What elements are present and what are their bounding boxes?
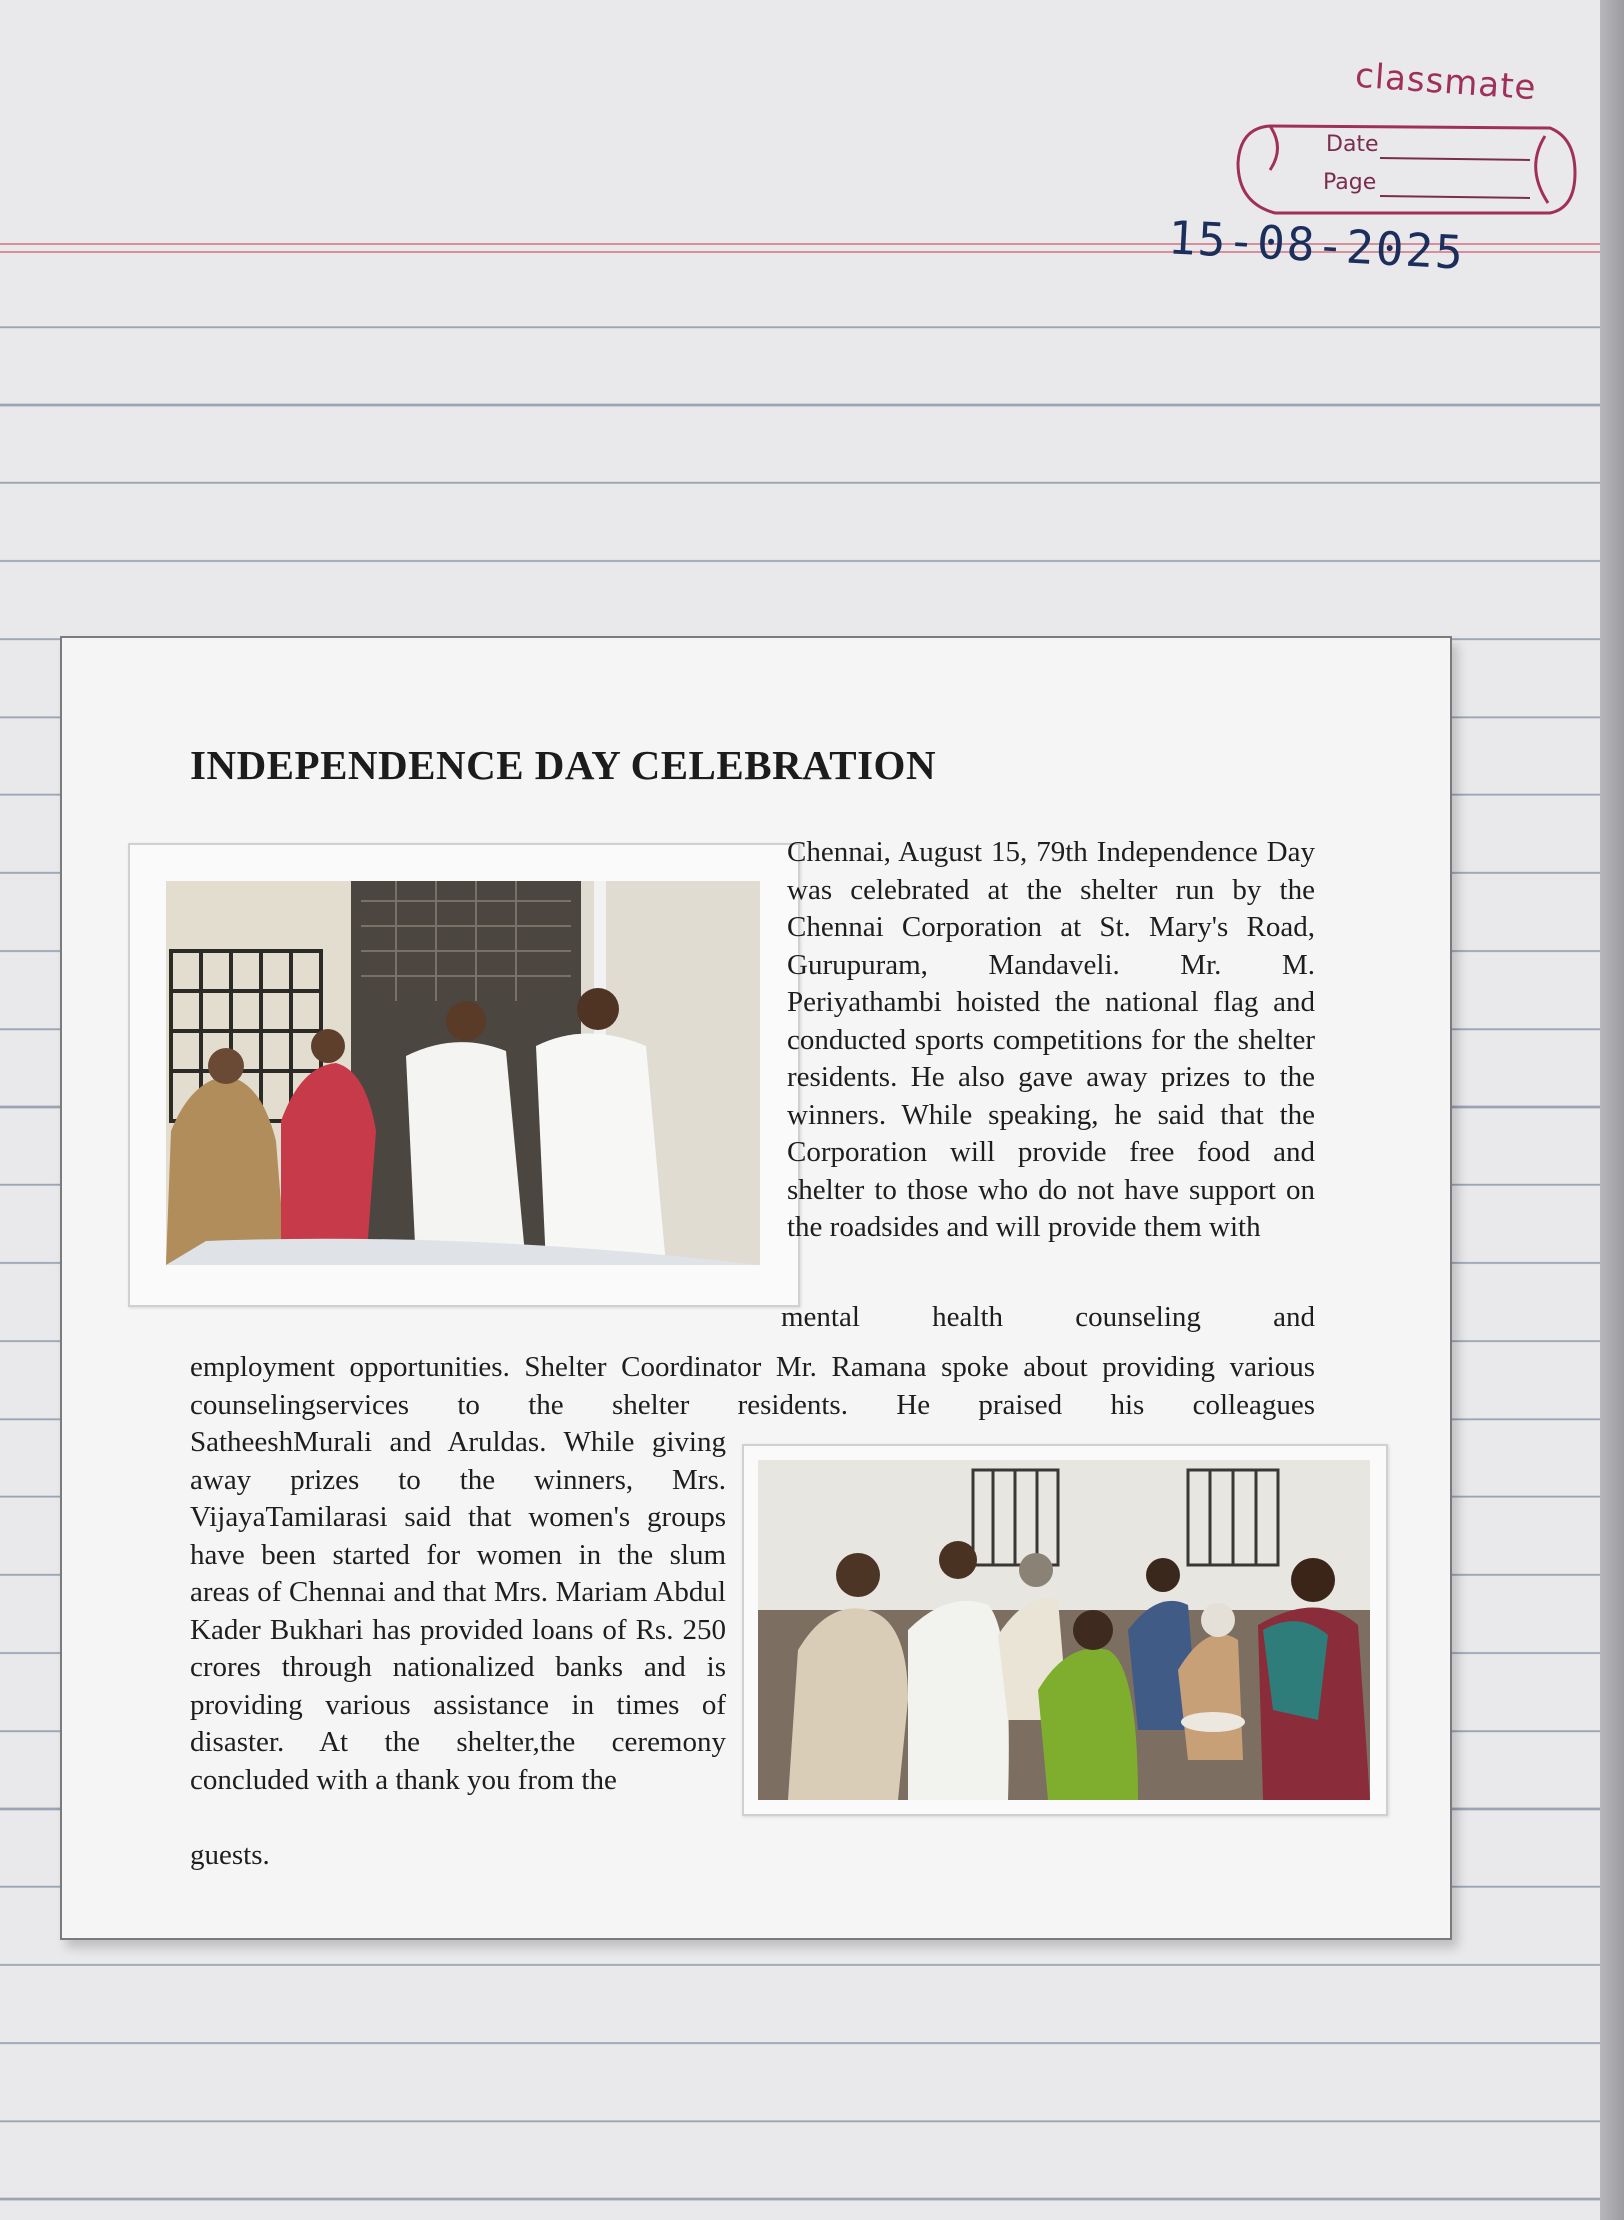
photo-frame-flag-hoisting [128, 843, 800, 1307]
flag-hoisting-photo [166, 881, 760, 1265]
article-headline: INDEPENDENCE DAY CELEBRATION [190, 742, 937, 788]
page-edge [1600, 0, 1624, 2220]
date-page-box [1230, 108, 1580, 233]
article-paragraph-left: SatheeshMurali and Aruldas. While giving away prizes to the winners, Mrs. VijayaTamilarasi said that women's groups have been started for women in the slum areas of Chennai and that Mrs. Mariam Abdul Kader Bukhari has provided loans of Rs. 250 crores through nationalized banks and is providing various assistance in times of disaster. At the shelter,the ceremony concluded with a thank you from the [190, 1426, 726, 1796]
article-paragraph-full-width: employment opportunities. Shelter Coordinator Mr. Ramana spoke about providing various counselingservices to the shelter residents. He praised his colleagues [190, 1351, 1315, 1421]
brand-logo: classmate [1353, 55, 1538, 109]
newspaper-clipping [60, 636, 1452, 1940]
prize-distribution-photo [758, 1460, 1370, 1800]
handwritten-date: 15-08-2025 [1166, 210, 1467, 280]
article-paragraph-right-last-line: mental health counseling and [781, 1301, 1315, 1333]
article-paragraph-right: Chennai, August 15, 79th Independence Day was celebrated at the shelter run by the Chennai Corporation at St. Mary's Road, Gurupuram, Mandaveli. Mr. M. Periyathambi hoisted the national flag and conducted sports competitions for the shelter residents. He also gave away prizes to the winners. While speaking, he said that the Corporation will provide free food and shelter to those who do not have support on the roadsides and will provide them with [787, 836, 1315, 1243]
article-paragraph-left-last-line: guests. [190, 1839, 270, 1871]
photo-frame-prize-distribution [742, 1444, 1388, 1816]
date-label: Date [1326, 132, 1379, 157]
page-label: Page [1323, 170, 1377, 195]
